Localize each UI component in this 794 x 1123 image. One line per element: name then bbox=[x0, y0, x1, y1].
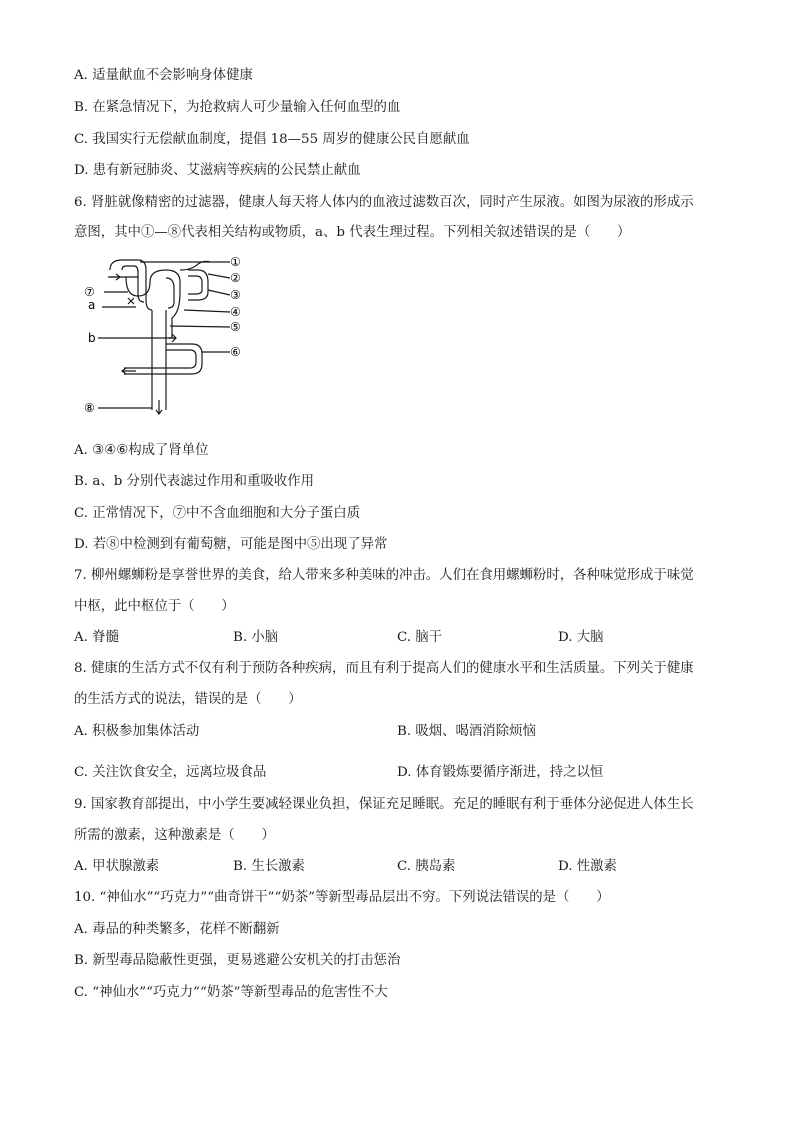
q6-option-a: A. ③④⑥构成了肾单位 bbox=[74, 443, 209, 458]
nephron-figure bbox=[80, 252, 260, 424]
label-3: ③ bbox=[230, 288, 241, 302]
q6-stem-line1: 6. 肾脏就像精密的过滤器，健康人每天将人体内的血液过滤数百次，同时产生尿液。如图为尿液的形成示 bbox=[74, 195, 694, 210]
q5-option-a: A. 适量献血不会影响身体健康 bbox=[74, 68, 253, 83]
label-4: ④ bbox=[230, 305, 241, 319]
tubule-right-u-inner bbox=[188, 276, 202, 294]
distal-loop-inner bbox=[124, 350, 196, 368]
arteriole-loop bbox=[126, 270, 180, 296]
q9-option-d: D. 性激素 bbox=[558, 859, 617, 874]
renal-capsule-inner bbox=[122, 266, 144, 302]
q10-option-a: A. 毒品的种类繁多，花样不断翻新 bbox=[74, 922, 280, 937]
q9-option-a: A. 甲状腺激素 bbox=[74, 859, 160, 874]
q9-stem-line2: 所需的激素，这种激素是（ ） bbox=[74, 828, 275, 843]
q8-option-b: B. 吸烟、喝酒消除烦恼 bbox=[397, 724, 536, 739]
label-7: ⑦ bbox=[84, 285, 95, 299]
label-a: a bbox=[88, 298, 96, 312]
q10-stem: 10. “神仙水”“巧克力”“曲奇饼干”“奶茶”等新型毒品层出不穷。下列说法错误的是（ ） bbox=[74, 890, 610, 905]
proximal-tubule bbox=[166, 278, 174, 308]
q8-stem-line1: 8. 健康的生活方式不仅有利于预防各种疾病，而且有利于提高人们的健康水平和生活质量。下列关于健康 bbox=[74, 661, 694, 676]
q8-option-c: C. 关注饮食安全，远离垃圾食品 bbox=[74, 765, 267, 780]
q5-option-b: B. 在紧急情况下，为抢救病人可少量输入任何血型的血 bbox=[74, 100, 401, 115]
q6-option-d: D. 若⑧中检测到有葡萄糖，可能是图中⑤出现了异常 bbox=[74, 537, 388, 552]
renal-capsule-outer bbox=[110, 260, 152, 310]
q5-option-d: D. 患有新冠肺炎、艾滋病等疾病的公民禁止献血 bbox=[74, 163, 361, 178]
q10-option-b: B. 新型毒品隐蔽性更强，更易逃避公安机关的打击惩治 bbox=[74, 953, 401, 968]
tubule-outer bbox=[180, 261, 210, 270]
q10-option-c: C. “神仙水”“巧克力”“奶茶”等新型毒品的危害性不大 bbox=[74, 985, 388, 1000]
label-8: ⑧ bbox=[84, 401, 95, 415]
distal-loop bbox=[124, 344, 202, 374]
q7-stem-line2: 中枢，此中枢位于（ ） bbox=[74, 599, 235, 614]
q7-option-b: B. 小脑 bbox=[233, 630, 279, 645]
q9-option-b: B. 生长激素 bbox=[233, 859, 305, 874]
q7-option-a: A. 脊髓 bbox=[74, 630, 119, 645]
q9-stem-line1: 9. 国家教育部提出，中小学生要减轻课业负担，保证充足睡眠。充足的睡眠有利于垂体分泌促进人体生长 bbox=[74, 797, 694, 812]
label-2: ② bbox=[230, 271, 241, 285]
label-1: ① bbox=[230, 255, 241, 269]
q5-option-c: C. 我国实行无偿献血制度，提倡 18—55 周岁的健康公民自愿献血 bbox=[74, 132, 470, 147]
q7-option-d: D. 大脑 bbox=[558, 630, 604, 645]
peritubular-vessel bbox=[172, 292, 180, 338]
q8-stem-line2: 的生活方式的说法，错误的是（ ） bbox=[74, 692, 302, 707]
q6-option-c: C. 正常情况下，⑦中不含血细胞和大分子蛋白质 bbox=[74, 506, 361, 521]
tubule-right-u bbox=[188, 270, 208, 300]
label-5: ⑤ bbox=[230, 320, 241, 334]
q8-option-a: A. 积极参加集体活动 bbox=[74, 724, 200, 739]
q7-stem-line1: 7. 柳州螺蛳粉是享誉世界的美食，给人带来多种美味的冲击。人们在食用螺蛳粉时，各种味觉形成于味觉 bbox=[74, 568, 694, 583]
label-6: ⑥ bbox=[230, 345, 241, 359]
q6-option-b: B. a、b 分别代表滤过作用和重吸收作用 bbox=[74, 474, 315, 489]
q9-option-c: C. 胰岛素 bbox=[397, 859, 456, 874]
q8-option-d: D. 体育锻炼要循序渐进，持之以恒 bbox=[397, 765, 604, 780]
q7-option-c: C. 脑干 bbox=[397, 630, 443, 645]
q6-stem-line2: 意图，其中①—⑧代表相关结构或物质，a、b 代表生理过程。下列相关叙述错误的是（ ） bbox=[74, 225, 631, 240]
label-b: b bbox=[88, 331, 96, 345]
